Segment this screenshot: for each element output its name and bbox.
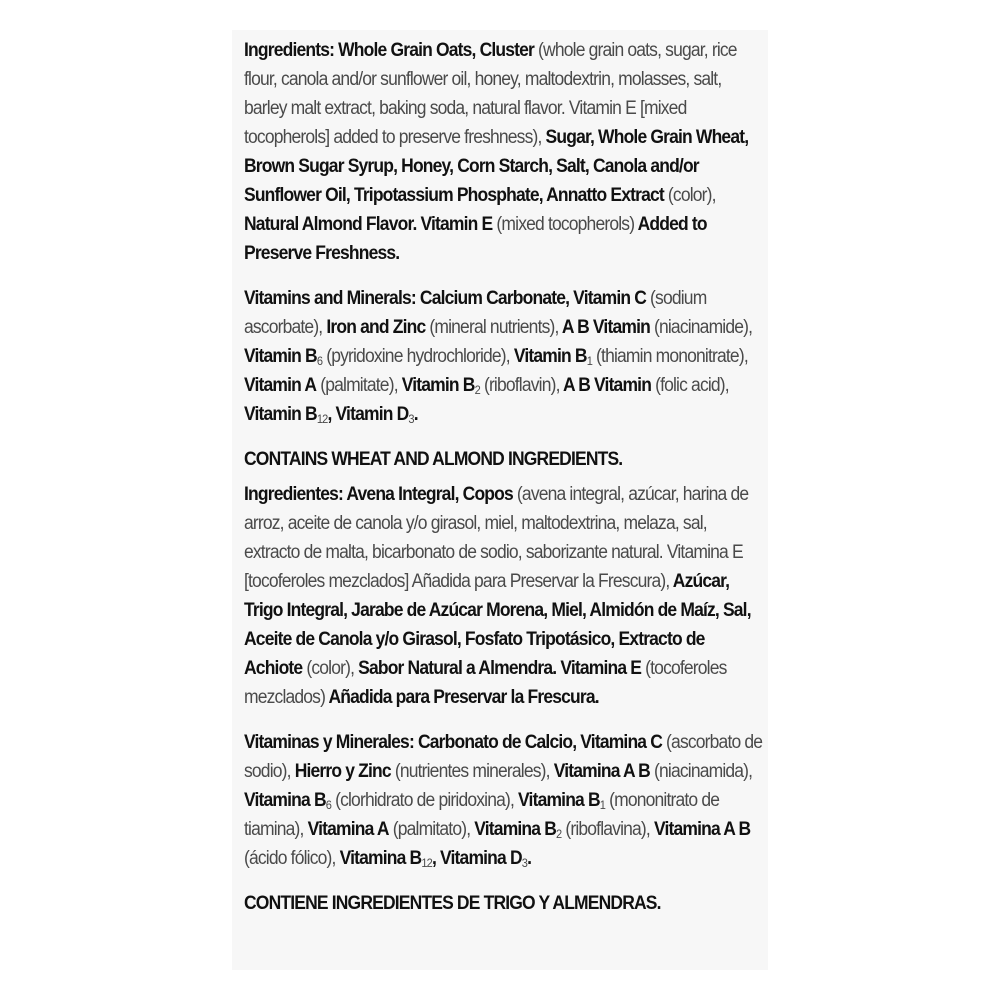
regular-run: (palmitato), bbox=[388, 819, 471, 840]
es-ingredients-body bbox=[244, 484, 751, 708]
bold-run: Avena Integral, Copos bbox=[343, 484, 513, 505]
regular-run: (mineral nutrients), bbox=[425, 317, 559, 338]
bold-run: Vitamin A bbox=[244, 375, 317, 396]
bold-run: Carbonato de Calcio, Vitamina C bbox=[413, 732, 663, 753]
bold-run: Sugar, Whole Grain Wheat, Brown Sugar Syrup, Honey, Corn Starch, Salt, Canola and/or Sunflower Oil, Tripotassium Phosphate, Annatto Extract bbox=[244, 127, 749, 206]
bold-run: Vitamina B bbox=[514, 790, 600, 811]
bold-run: Natural Almond Flavor. Vitamin E bbox=[244, 214, 493, 235]
es-ingredients-paragraph bbox=[244, 480, 764, 712]
regular-run: (pyridoxine hydrochloride), bbox=[322, 346, 510, 367]
bold-run: Sabor Natural a Almendra. Vitamina E bbox=[354, 658, 642, 679]
regular-run: (tocoferoles mezclados) bbox=[244, 658, 727, 708]
es-vitamins-paragraph bbox=[244, 728, 764, 873]
regular-run: (niacinamida), bbox=[649, 761, 753, 782]
bold-run: Added to Preserve Freshness. bbox=[244, 214, 707, 264]
bold-run: Azúcar, Trigo Integral, Jarabe de Azúcar Morena, Miel, Almidón de Maíz, Sal, Aceite de Canola y/o Girasol, Fosfato Tripotásico, Extracto de Achiote bbox=[244, 571, 751, 679]
regular-run: (mononitrato de tiamina), bbox=[244, 790, 720, 840]
subscript: 6 bbox=[316, 354, 323, 368]
regular-run: (whole grain oats, sugar, rice flour, canola and/or sunflower oil, honey, maltodextrin, molasses, salt, barley malt extract, baking soda, natural flavor. Vitamin E [mixed tocopherols] added to preserve freshness), bbox=[244, 40, 737, 148]
bold-run: Iron and Zinc bbox=[322, 317, 426, 338]
regular-run: (ácido fólico), bbox=[244, 848, 336, 869]
en-ingredients-body bbox=[244, 40, 748, 264]
regular-run: (nutrientes minerales), bbox=[390, 761, 550, 782]
ingredient-label bbox=[244, 36, 764, 934]
regular-run: (mixed tocopherols) bbox=[492, 214, 635, 235]
bold-run: Vitamin B bbox=[509, 346, 587, 367]
regular-run: (palmitate), bbox=[316, 375, 398, 396]
bold-run: , Vitamin D bbox=[327, 404, 409, 425]
regular-run: (thiamin mononitrate), bbox=[592, 346, 748, 367]
regular-run: (ascorbato de sodio), bbox=[244, 732, 763, 782]
regular-run: (color), bbox=[302, 658, 355, 679]
regular-run: (folic acid), bbox=[651, 375, 729, 396]
bold-run: Vitamin B bbox=[244, 404, 317, 425]
subscript: 6 bbox=[325, 798, 332, 812]
bold-run: Vitamin B bbox=[397, 375, 475, 396]
bold-run: A B Vitamin bbox=[558, 317, 650, 338]
bold-run: Vitamina A B bbox=[649, 819, 751, 840]
subscript: 2 bbox=[556, 827, 562, 841]
regular-run: (avena integral, azúcar, harina de arroz, aceite de canola y/o girasol, miel, maltodextrina, melaza, sal, extracto de malta, bicarbonato de sodio, saborizante natural. Vitamina E [tocoferoles mezclados] Añadida para Preservar la Frescura), bbox=[244, 484, 749, 592]
regular-run: (color), bbox=[663, 185, 716, 206]
bold-run: Vitamina B bbox=[470, 819, 557, 840]
bold-run: . bbox=[527, 848, 532, 869]
en-allergen-statement bbox=[244, 445, 764, 474]
subscript: 3 bbox=[408, 412, 414, 426]
bold-run: Vitamina B bbox=[335, 848, 422, 869]
es-vitamins-heading: Vitaminas y Minerales: bbox=[244, 732, 414, 753]
subscript: 12 bbox=[421, 856, 432, 870]
bold-run: , Vitamina D bbox=[431, 848, 522, 869]
regular-run: (riboflavina), bbox=[561, 819, 650, 840]
es-allergen-text: CONTIENE INGREDIENTES DE TRIGO Y ALMENDRAS. bbox=[244, 893, 661, 914]
subscript: 1 bbox=[599, 798, 606, 812]
bold-run: Hierro y Zinc bbox=[290, 761, 391, 782]
bold-run: Añadida para Preservar la Frescura. bbox=[325, 687, 599, 708]
en-ingredients-paragraph bbox=[244, 36, 764, 268]
en-vitamins-paragraph bbox=[244, 284, 764, 429]
bold-run: Vitamin B bbox=[244, 346, 317, 367]
es-ingredients-heading: Ingredientes: bbox=[244, 484, 344, 505]
es-allergen-statement bbox=[244, 889, 764, 918]
bold-run: A B Vitamin bbox=[559, 375, 652, 396]
bold-run: Vitamina A bbox=[303, 819, 389, 840]
bold-run: Vitamina A B bbox=[549, 761, 650, 782]
en-allergen-text: CONTAINS WHEAT AND ALMOND INGREDIENTS. bbox=[244, 449, 623, 470]
subscript: 3 bbox=[521, 856, 528, 870]
bold-run: Vitamina B bbox=[244, 790, 326, 811]
regular-run: (riboflavin), bbox=[479, 375, 560, 396]
regular-run: (niacinamide), bbox=[649, 317, 753, 338]
bold-run: Calcium Carbonate, Vitamin C bbox=[415, 288, 647, 309]
subscript: 2 bbox=[474, 383, 480, 397]
subscript: 12 bbox=[316, 412, 328, 426]
bold-run: Whole Grain Oats, Cluster bbox=[334, 40, 535, 61]
bold-run: . bbox=[413, 404, 418, 425]
en-vitamins-heading: Vitamins and Minerals: bbox=[244, 288, 416, 309]
regular-run: (clorhidrato de piridoxina), bbox=[331, 790, 515, 811]
subscript: 1 bbox=[586, 354, 593, 368]
regular-run: (sodium ascorbate), bbox=[244, 288, 707, 338]
en-ingredients-heading: Ingredients: bbox=[244, 40, 335, 61]
